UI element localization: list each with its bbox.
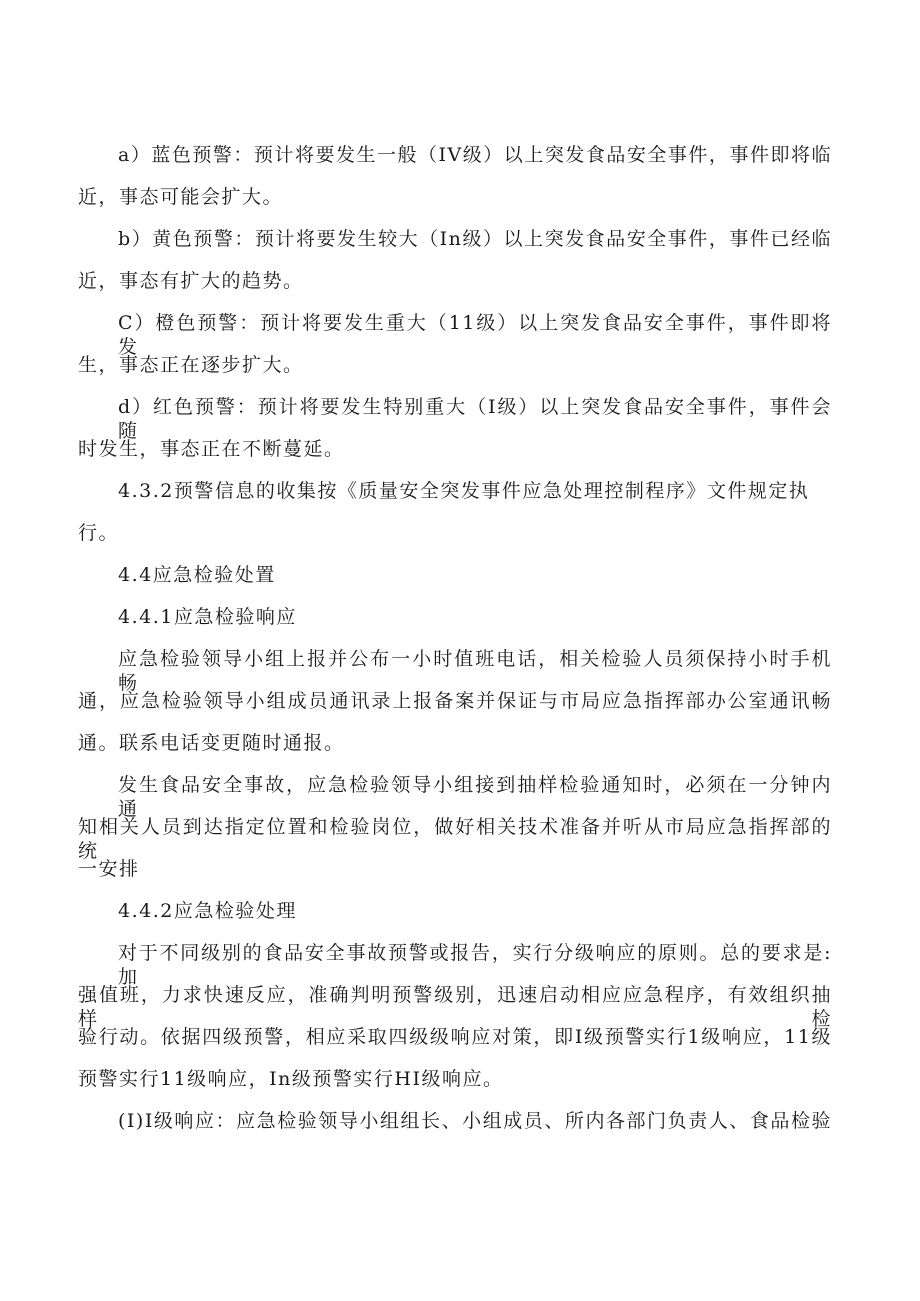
paragraph-handling-line-2: 强值班，力求快速反应，准确判明预警级别，迅速启动相应应急程序，有效组织抽样检 — [78, 984, 832, 1030]
section-4-3-2-line-1: 4.3.2预警信息的收集按《质量安全突发事件应急处理控制程序》文件规定执 — [118, 480, 810, 502]
paragraph-orange-warning-line-1: C）橙色预警：预计将要发生重大（11级）以上突发食品安全事件，事件即将发 — [118, 312, 832, 358]
paragraph-blue-warning-line-2: 近，事态可能会扩大。 — [78, 186, 284, 208]
paragraph-handling-line-1: 对于不同级别的食品安全事故预警或报告，实行分级响应的原则。总的要求是:加 — [118, 942, 832, 988]
paragraph-red-warning-line-1: d）红色预警：预计将要发生特别重大（I级）以上突发食品安全事件，事件会随 — [118, 396, 832, 442]
heading-4-4: 4.4应急检验处置 — [118, 564, 276, 586]
paragraph-response-line-2: 通，应急检验领导小组成员通讯录上报备案并保证与市局应急指挥部办公室通讯畅 — [78, 690, 832, 712]
paragraph-red-warning-line-2: 时发生，事态正在不断蔓延。 — [78, 438, 345, 460]
paragraph-yellow-warning-line-1: b）黄色预警：预计将要发生较大（In级）以上突发食品安全事件，事件已经临 — [118, 228, 832, 250]
paragraph-response-line-1: 应急检验领导小组上报并公布一小时值班电话，相关检验人员须保持小时手机畅 — [118, 648, 832, 694]
paragraph-yellow-warning-line-2: 近，事态有扩大的趋势。 — [78, 270, 304, 292]
paragraph-incident-line-2: 知相关人员到达指定位置和检验岗位，做好相关技术准备并听从市局应急指挥部的统 — [78, 816, 832, 862]
heading-4-4-1: 4.4.1应急检验响应 — [118, 606, 297, 628]
paragraph-incident-line-1: 发生食品安全事故，应急检验领导小组接到抽样检验通知时，必须在一分钟内通 — [118, 774, 832, 820]
paragraph-handling-line-3: 验行动。依据四级预警，相应采取四级级响应对策，即I级预警实行1级响应，11级 — [78, 1026, 832, 1048]
heading-4-4-2: 4.4.2应急检验处理 — [118, 900, 297, 922]
paragraph-orange-warning-line-2: 生，事态正在逐步扩大。 — [78, 354, 304, 376]
paragraph-handling-line-4: 预警实行11级响应，In级预警实行HI级响应。 — [78, 1068, 504, 1090]
paragraph-level-1-response-line-1: (I)I级响应：应急检验领导小组组长、小组成员、所内各部门负责人、食品检验 — [118, 1110, 832, 1132]
paragraph-response-line-3: 通。联系电话变更随时通报。 — [78, 732, 345, 754]
paragraph-incident-line-3: 一安排 — [78, 858, 140, 880]
paragraph-blue-warning-line-1: a）蓝色预警：预计将要发生一般（IV级）以上突发食品安全事件，事件即将临 — [118, 144, 832, 166]
section-4-3-2-line-2: 行。 — [78, 522, 120, 544]
